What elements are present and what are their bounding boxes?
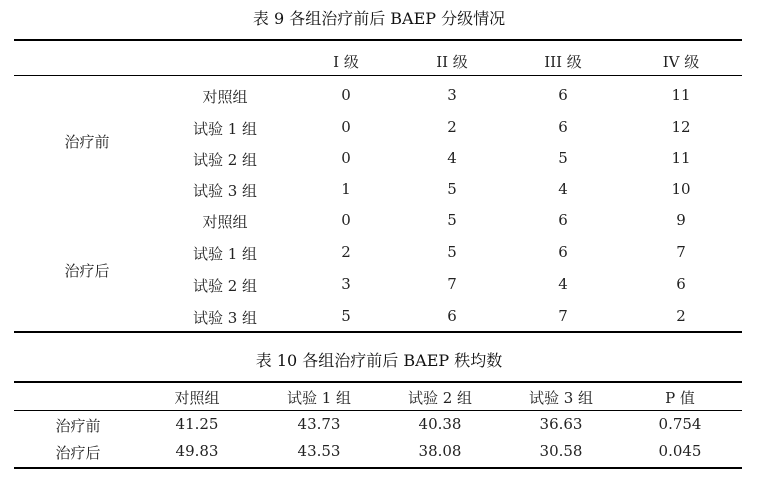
cell-value: 4 <box>558 180 568 198</box>
cell-value: 2 <box>341 243 351 261</box>
table9-top-rule <box>14 39 742 41</box>
table10-bottom-rule <box>14 467 742 469</box>
cell-value: 43.73 <box>297 415 341 433</box>
table9-title: 表 9 各组治疗前后 BAEP 分级情况 <box>252 9 506 28</box>
table9-group-after: 治疗后 <box>64 262 110 280</box>
cell-value: 7 <box>676 243 686 261</box>
cell-value: 12 <box>671 118 691 136</box>
table10-col-2: 试验 1 组 <box>286 389 352 407</box>
cell-value: 40.38 <box>418 415 462 433</box>
cell-value: 5 <box>341 307 351 325</box>
row-label: 试验 3 组 <box>192 182 258 200</box>
row-label: 治疗后 <box>55 444 101 462</box>
cell-value: 36.63 <box>539 415 583 433</box>
cell-value: 2 <box>676 307 686 325</box>
cell-value: 4 <box>558 275 568 293</box>
table10-col-4: 试验 3 组 <box>528 389 594 407</box>
cell-value: 38.08 <box>418 442 462 460</box>
cell-value: 1 <box>341 180 351 198</box>
cell-value: 0 <box>341 118 351 136</box>
table9-col-3: III 级 <box>544 53 582 71</box>
cell-value: 30.58 <box>539 442 583 460</box>
cell-value: 11 <box>671 149 691 167</box>
cell-value: 6 <box>558 211 568 229</box>
table9-bottom-rule <box>14 331 742 333</box>
cell-value: 7 <box>447 275 457 293</box>
cell-value: 7 <box>558 307 568 325</box>
table10-header-rule <box>14 410 742 411</box>
row-label: 试验 2 组 <box>192 277 258 295</box>
cell-value: 11 <box>671 86 691 104</box>
row-label: 对照组 <box>202 88 248 106</box>
row-label: 试验 3 组 <box>192 309 258 327</box>
cell-value: 4 <box>447 149 457 167</box>
cell-value: 0 <box>341 211 351 229</box>
table10-title: 表 10 各组治疗前后 BAEP 秩均数 <box>255 351 503 370</box>
row-label: 治疗前 <box>55 417 101 435</box>
cell-value: 0 <box>341 149 351 167</box>
cell-value: 0.045 <box>658 442 702 460</box>
table9-header-rule <box>14 75 742 76</box>
cell-value: 0.754 <box>658 415 702 433</box>
row-label: 试验 1 组 <box>192 245 258 263</box>
cell-value: 6 <box>558 86 568 104</box>
cell-value: 6 <box>676 275 686 293</box>
cell-value: 0 <box>341 86 351 104</box>
cell-value: 5 <box>447 180 457 198</box>
table10-col-1: 对照组 <box>174 389 220 407</box>
row-label: 试验 1 组 <box>192 120 258 138</box>
cell-value: 5 <box>447 211 457 229</box>
cell-value: 5 <box>447 243 457 261</box>
cell-value: 3 <box>341 275 351 293</box>
table9-col-4: IV 级 <box>662 53 700 71</box>
row-label: 对照组 <box>202 213 248 231</box>
cell-value: 2 <box>447 118 457 136</box>
cell-value: 9 <box>676 211 686 229</box>
table9-col-1: I 级 <box>333 53 359 71</box>
cell-value: 6 <box>447 307 457 325</box>
row-label: 试验 2 组 <box>192 151 258 169</box>
cell-value: 43.53 <box>297 442 341 460</box>
cell-value: 10 <box>671 180 691 198</box>
cell-value: 41.25 <box>175 415 219 433</box>
cell-value: 6 <box>558 243 568 261</box>
table10-col-5: P 值 <box>665 389 695 407</box>
table10-col-3: 试验 2 组 <box>407 389 473 407</box>
cell-value: 5 <box>558 149 568 167</box>
cell-value: 3 <box>447 86 457 104</box>
cell-value: 6 <box>558 118 568 136</box>
table9-col-2: II 级 <box>436 53 468 71</box>
table9-group-before: 治疗前 <box>64 133 110 151</box>
cell-value: 49.83 <box>175 442 219 460</box>
table10-top-rule <box>14 381 742 383</box>
